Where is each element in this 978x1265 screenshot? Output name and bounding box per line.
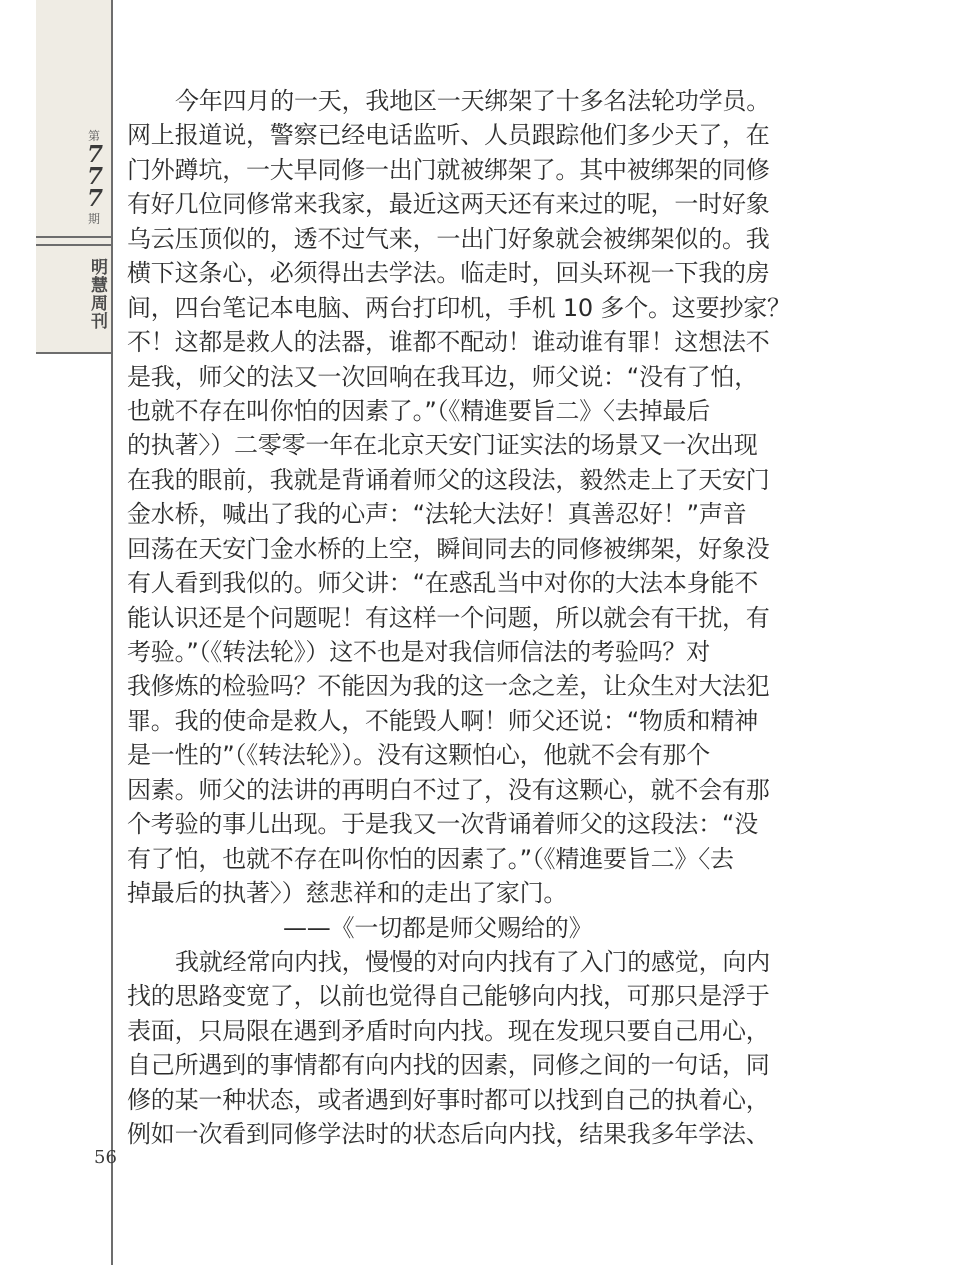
margin-divider-line — [111, 0, 113, 1265]
article-attribution: ——《一切都是师父赐给的》 — [283, 913, 593, 942]
sidebar-rule — [36, 244, 113, 246]
text-line: 是我，师父的法又一次回响在我耳边，师父说：“没有了怕， — [127, 362, 759, 391]
text-line: 我就经常向内找，慢慢的对向内找有了入门的感觉，向内 — [175, 947, 770, 976]
text-line: 因素。师父的法讲的再明白不过了，没有这颗心，就不会有那 — [127, 775, 770, 804]
issue-number — [84, 141, 106, 212]
text-line: 金水桥，喊出了我的心声：“法轮大法好！真善忍好！”声音 — [127, 500, 747, 529]
text-line: 找的思路变宽了，以前也觉得自己能够向内找，可那只是浮于 — [127, 982, 770, 1011]
text-line: 乌云压顶似的，透不过气来，一出门好象就会被绑架似的。我 — [127, 224, 770, 253]
text-line: 门外蹲坑，一大早同修一出门就被绑架了。其中被绑架的同修 — [127, 155, 770, 184]
magazine-name: 明慧周刊 — [87, 258, 107, 330]
text-line: 今年四月的一天，我地区一天绑架了十多名法轮功学员。 — [175, 87, 770, 115]
text-line: 在我的眼前，我就是背诵着师父的这段法，毅然走上了天安门 — [127, 465, 770, 494]
issue-digit: 7 — [86, 163, 103, 190]
text-line: 能认识还是个问题呢！有这样一个问题，所以就会有干扰，有 — [127, 603, 770, 632]
text-line: 不！这都是救人的法器，谁都不配动！谁动谁有罪！这想法不 — [127, 328, 770, 357]
text-line: 自己所遇到的事情都有向内找的因素，同修之间的一句话，同 — [127, 1051, 770, 1080]
sidebar-rule — [36, 236, 113, 238]
text-line: 我修炼的检验吗？不能因为我的这一念之差，让众生对大法犯 — [127, 672, 770, 701]
issue-suffix: 期 — [87, 212, 100, 226]
text-line: 修的某一种状态，或者遇到好事时都可以找到自己的执着心， — [127, 1085, 770, 1114]
text-line: 有了怕，也就不存在叫你怕的因素了。”（《精進要旨二》〈去 — [127, 844, 734, 873]
text-line: 例如一次看到同修学法时的状态后向内找，结果我多年学法、 — [127, 1120, 770, 1149]
text-line: 掉最后的执著〉）慈悲祥和的走出了家门。 — [127, 879, 568, 908]
sidebar-rule — [36, 352, 113, 354]
text-line: 罪。我的使命是救人，不能毁人啊！师父还说：“物质和精神 — [127, 706, 759, 735]
text-line: 的执著〉）二零零一年在北京天安门证实法的场景又一次出现 — [127, 431, 758, 460]
text-line: 间，四台笔记本电脑、两台打印机，手机 10 多个。这要抄家？ — [127, 293, 791, 322]
text-line: 表面，只局限在遇到矛盾时向内找。现在发现只要自己用心， — [127, 1016, 770, 1045]
text-line: 是一性的”（《转法轮》）。没有这颗怕心，他就不会有那个 — [127, 741, 711, 770]
text-line: 也就不存在叫你怕的因素了。”（《精進要旨二》〈去掉最后 — [127, 396, 711, 425]
article-body — [127, 84, 857, 1152]
text-line: 个考验的事儿出现。于是我又一次背诵着师父的这段法：“没 — [127, 810, 759, 839]
issue-digit: 7 — [86, 141, 103, 168]
text-line: 网上报道说，警察已经电话监听、人员跟踪他们多少天了，在 — [127, 121, 770, 150]
text-line: 考验。”（《转法轮》）这不也是对我信师信法的考验吗？对 — [127, 638, 711, 666]
issue-digit: 7 — [86, 185, 103, 212]
text-line: 回荡在天安门金水桥的上空，瞬间同去的同修被绑架，好象没 — [127, 534, 770, 563]
text-line: 有人看到我似的。师父讲：“在惑乱当中对你的大法本身能不 — [127, 569, 759, 598]
page-number: 56 — [94, 1147, 117, 1168]
issue-prefix: 第 — [87, 129, 100, 143]
text-line: 有好几位同修常来我家，最近这两天还有来过的呢，一时好象 — [127, 190, 770, 219]
text-line: 横下这条心，必须得出去学法。临走时，回头环视一下我的房 — [127, 259, 770, 288]
